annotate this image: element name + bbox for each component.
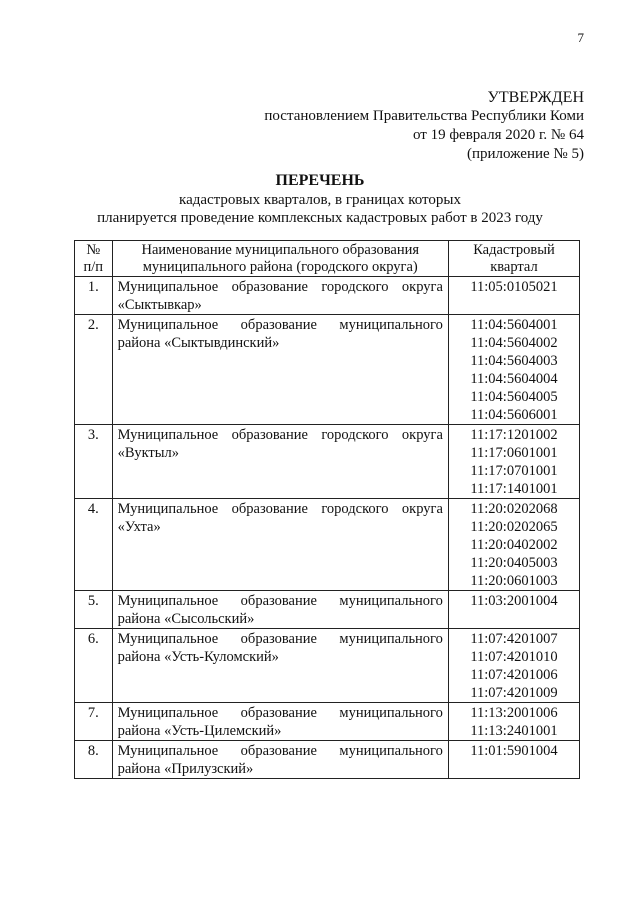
header-number: [75, 241, 113, 277]
approval-line-1: постановлением Правительства Республики Коми: [264, 108, 584, 124]
table-row: [75, 629, 580, 703]
cadastral-codes: [448, 315, 579, 425]
cadastral-code: 11:07:4201010: [470, 649, 558, 665]
document-subtitle-1: кадастровых кварталов, в границах которых: [179, 192, 461, 208]
page-number: 7: [577, 30, 584, 45]
row-number: 2.: [75, 315, 113, 425]
municipality-name: Муниципальное образование городского округа «Сыктывкар»: [112, 277, 448, 315]
cadastral-codes: [448, 703, 579, 741]
row-number: 1.: [75, 277, 113, 315]
cadastral-code: 11:20:0402002: [470, 537, 558, 553]
table-row: [75, 741, 580, 779]
cadastral-codes: [448, 425, 579, 499]
row-number: 7.: [75, 703, 113, 741]
header-name: [112, 241, 448, 277]
cadastral-code: 11:20:0202068: [470, 501, 558, 517]
row-number: 6.: [75, 629, 113, 703]
cadastral-code: 11:03:2001004: [470, 593, 558, 609]
cadastral-code: 11:04:5604003: [470, 353, 558, 369]
municipality-name: Муниципальное образование муниципального района «Сыктывдинский»: [112, 315, 448, 425]
table-row: [75, 499, 580, 591]
municipality-name: Муниципальное образование муниципального района «Прилузский»: [112, 741, 448, 779]
municipality-name: Муниципальное образование городского округа «Вуктыл»: [112, 425, 448, 499]
cadastral-code: 11:07:4201006: [470, 667, 558, 683]
cadastral-code: 11:04:5604005: [470, 389, 558, 405]
cadastral-codes: [448, 741, 579, 779]
header-name-line-2: муниципального района (городского округа): [142, 259, 418, 275]
cadastral-codes: [448, 629, 579, 703]
document-subtitle-2: планируется проведение комплексных кадастровых работ в 2023 году: [97, 210, 543, 226]
header-code: [448, 241, 579, 277]
table-body: [75, 277, 580, 779]
table-header-row: [75, 241, 580, 277]
document-title-block: [0, 172, 640, 227]
cadastral-code: 11:05:0105021: [470, 279, 558, 295]
row-number: 5.: [75, 591, 113, 629]
row-number: 8.: [75, 741, 113, 779]
approval-line-3: (приложение № 5): [466, 146, 584, 162]
header-number-line-2: п/п: [83, 259, 104, 275]
cadastral-codes: [448, 499, 579, 591]
cadastral-code: 11:17:1401001: [470, 481, 558, 497]
cadastral-code: 11:17:0601001: [470, 445, 558, 461]
cadastral-code: 11:07:4201007: [470, 631, 558, 647]
municipality-name: Муниципальное образование муниципального района «Усть-Цилемский»: [112, 703, 448, 741]
cadastral-code: 11:20:0601003: [470, 573, 558, 589]
cadastral-code: 11:17:0701001: [470, 463, 558, 479]
cadastral-code: 11:07:4201009: [470, 685, 558, 701]
cadastral-code: 11:20:0405003: [470, 555, 558, 571]
row-number: 3.: [75, 425, 113, 499]
cadastral-code: 11:01:5901004: [470, 743, 558, 759]
table-row: [75, 277, 580, 315]
header-number-line-1: №: [86, 242, 101, 258]
table-row: [75, 425, 580, 499]
cadastral-code: 11:20:0202065: [470, 519, 558, 535]
header-name-line-1: Наименование муниципального образования: [141, 242, 420, 258]
approval-stamp: [264, 88, 584, 164]
cadastral-code: 11:04:5604004: [470, 371, 558, 387]
row-number: 4.: [75, 499, 113, 591]
header-code-line-2: квартал: [490, 259, 538, 275]
municipality-name: Муниципальное образование муниципального района «Сысольский»: [112, 591, 448, 629]
approval-heading: УТВЕРЖДЕН: [487, 89, 584, 106]
municipality-name: Муниципальное образование городского округа «Ухта»: [112, 499, 448, 591]
cadastral-codes: [448, 591, 579, 629]
municipality-name: Муниципальное образование муниципального района «Усть-Куломский»: [112, 629, 448, 703]
cadastral-code: 11:13:2401001: [470, 723, 558, 739]
cadastral-code: 11:04:5606001: [470, 407, 558, 423]
table-row: [75, 315, 580, 425]
approval-line-2: от 19 февраля 2020 г. № 64: [412, 127, 584, 143]
header-code-line-1: Кадастровый: [473, 242, 555, 258]
cadastral-code: 11:13:2001006: [470, 705, 558, 721]
table-row: [75, 703, 580, 741]
document-title: ПЕРЕЧЕНЬ: [275, 172, 365, 189]
table-row: [75, 591, 580, 629]
cadastral-code: 11:17:1201002: [470, 427, 558, 443]
cadastral-codes: [448, 277, 579, 315]
cadastral-table: [74, 240, 580, 779]
cadastral-code: 11:04:5604001: [470, 317, 558, 333]
cadastral-code: 11:04:5604002: [470, 335, 558, 351]
